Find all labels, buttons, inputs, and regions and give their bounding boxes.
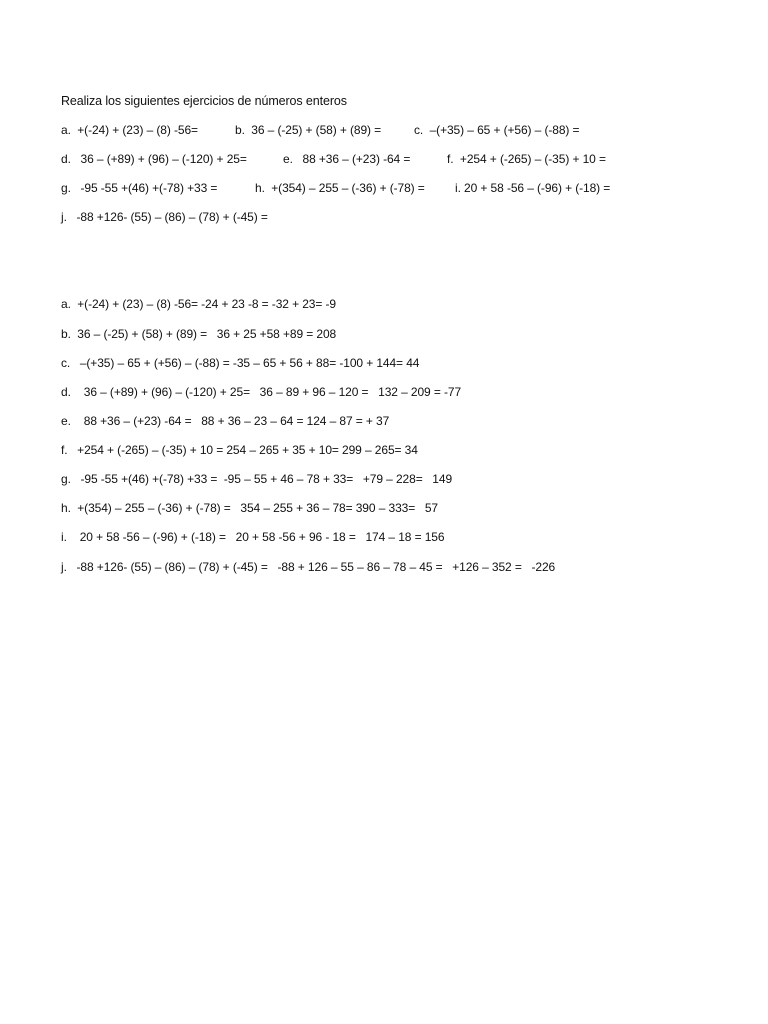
problem-b: b. 36 – (-25) + (58) + (89) =	[235, 123, 382, 137]
problem-row-2	[61, 152, 606, 166]
problem-c: c. –(+35) – 65 + (+56) – (-88) =	[414, 123, 580, 137]
problem-h: h. +(354) – 255 – (-36) + (-78) =	[255, 181, 425, 195]
solution-j: j. -88 +126- (55) – (86) – (78) + (-45) = -88 + 126 – 55 – 86 – 78 – 45 = +126 – 352 = -226	[61, 560, 556, 574]
problem-a: a. +(-24) + (23) – (8) -56=	[61, 123, 198, 137]
problem-row-1	[61, 123, 580, 137]
solution-a: a. +(-24) + (23) – (8) -56= -24 + 23 -8 = -32 + 23= -9	[61, 297, 336, 311]
solution-g: g. -95 -55 +(46) +(-78) +33 = -95 – 55 + 46 – 78 + 33= +79 – 228= 149	[61, 472, 453, 486]
solution-d: d. 36 – (+89) + (96) – (-120) + 25= 36 – 89 + 96 – 120 = 132 – 209 = -77	[61, 385, 462, 399]
problem-row-3	[61, 181, 611, 195]
problem-e: e. 88 +36 – (+23) -64 =	[283, 152, 411, 166]
page-title: Realiza los siguientes ejercicios de números enteros	[61, 94, 347, 108]
problem-j: j. -88 +126- (55) – (86) – (78) + (-45) =	[61, 210, 268, 224]
solution-e: e. 88 +36 – (+23) -64 = 88 + 36 – 23 – 64 = 124 – 87 = + 37	[61, 414, 390, 428]
problem-f: f. +254 + (-265) – (-35) + 10 =	[447, 152, 606, 166]
solution-i: i. 20 + 58 -56 – (-96) + (-18) = 20 + 58 -56 + 96 - 18 = 174 – 18 = 156	[61, 530, 445, 544]
problem-i: i. 20 + 58 -56 – (-96) + (-18) =	[455, 181, 611, 195]
solution-b: b. 36 – (-25) + (58) + (89) = 36 + 25 +58 +89 = 208	[61, 327, 337, 341]
problem-d: d. 36 – (+89) + (96) – (-120) + 25=	[61, 152, 247, 166]
problem-g: g. -95 -55 +(46) +(-78) +33 =	[61, 181, 218, 195]
solution-f: f. +254 + (-265) – (-35) + 10 = 254 – 265 + 35 + 10= 299 – 265= 34	[61, 443, 418, 457]
solution-h: h. +(354) – 255 – (-36) + (-78) = 354 – 255 + 36 – 78= 390 – 333= 57	[61, 501, 438, 515]
problem-row-4	[61, 210, 268, 224]
solution-c: c. –(+35) – 65 + (+56) – (-88) = -35 – 65 + 56 + 88= -100 + 144= 44	[61, 356, 420, 370]
